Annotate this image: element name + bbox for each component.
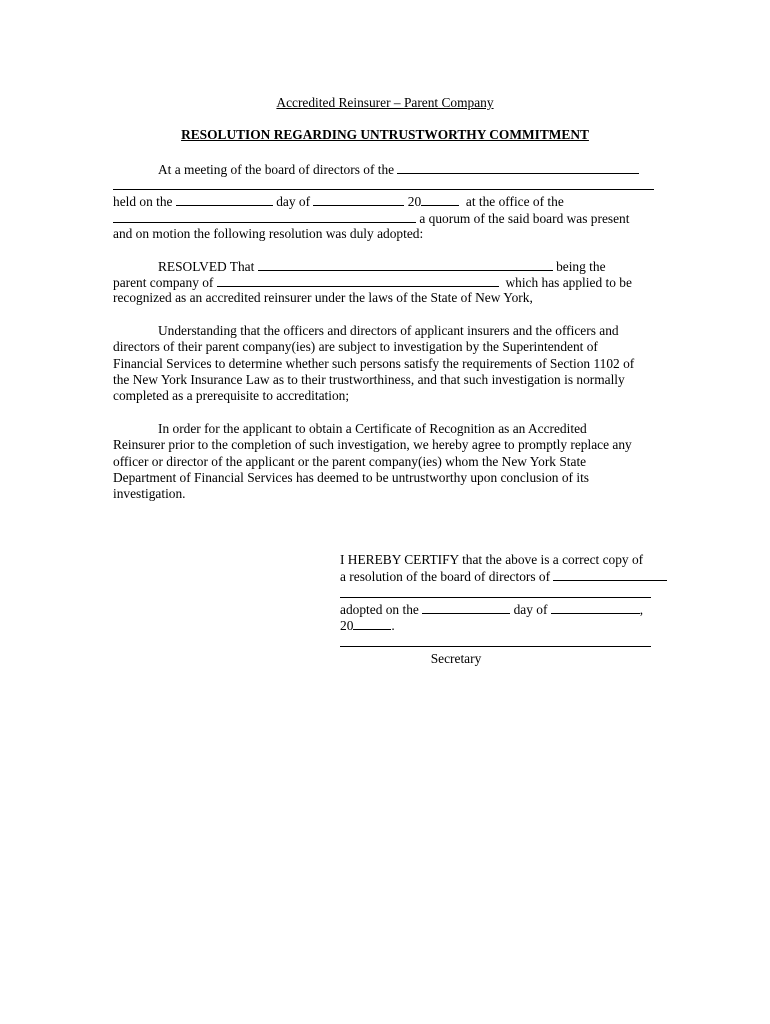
meeting-line bbox=[158, 161, 639, 178]
secretary-label: Secretary bbox=[430, 651, 482, 666]
which-applied-text: which has applied to be bbox=[505, 275, 632, 290]
recognized-line: recognized as an accredited reinsurer under the laws of the State of New York, bbox=[113, 290, 533, 305]
held-on-month-blank[interactable] bbox=[313, 193, 404, 206]
adopted-year-prefix: 20 bbox=[340, 618, 354, 633]
certify-company-blank[interactable] bbox=[553, 568, 667, 581]
certify-line-2 bbox=[340, 568, 667, 585]
adopted-day-blank[interactable] bbox=[422, 601, 510, 614]
certify-board-text: a resolution of the board of directors of bbox=[340, 569, 551, 584]
adopted-line bbox=[340, 601, 643, 618]
in-order-line-4: Department of Financial Services has deemed to be untrustworthy upon conclusion of its bbox=[113, 470, 590, 485]
adopted-day-of-text: day of bbox=[513, 602, 548, 617]
understanding-line-2: directors of their parent company(ies) are subject to investigation by the Superintendent of bbox=[113, 339, 598, 354]
adopted-period: . bbox=[391, 618, 395, 633]
adopted-year-blank[interactable] bbox=[353, 617, 391, 630]
quorum-text: a quorum of the said board was present bbox=[419, 211, 630, 226]
adopted-on-text: adopted on the bbox=[340, 602, 419, 617]
motion-line: and on motion the following resolution was duly adopted: bbox=[113, 226, 424, 241]
certify-company-continuation-blank[interactable] bbox=[340, 597, 651, 598]
parent-company-line bbox=[113, 274, 632, 291]
certify-line-1: I HEREBY CERTIFY that the above is a correct copy of bbox=[340, 552, 644, 567]
secretary-signature-blank[interactable] bbox=[340, 646, 651, 647]
quorum-line bbox=[113, 210, 629, 227]
resolved-line bbox=[158, 258, 606, 275]
parent-company-blank[interactable] bbox=[217, 274, 499, 287]
company-name-continuation-blank[interactable] bbox=[113, 189, 654, 190]
adopted-year-line bbox=[340, 617, 395, 634]
in-order-line-3: officer or director of the applicant or the parent company(ies) whom the New York State bbox=[113, 454, 587, 469]
understanding-line-3: Financial Services to determine whether such persons satisfy the requirements of Section 1102 of bbox=[113, 356, 635, 371]
held-on-text: held on the bbox=[113, 194, 173, 209]
being-the-text: being the bbox=[556, 259, 606, 274]
understanding-line-1: Understanding that the officers and directors of applicant insurers and the officers and bbox=[158, 323, 619, 338]
held-on-year-blank[interactable] bbox=[421, 193, 459, 206]
day-of-text: day of bbox=[276, 194, 311, 209]
at-office-text: at the office of the bbox=[465, 194, 564, 209]
held-on-line bbox=[113, 193, 564, 210]
understanding-line-5: completed as a prerequisite to accreditation; bbox=[113, 388, 350, 403]
parent-company-text: parent company of bbox=[113, 275, 214, 290]
meeting-text: At a meeting of the board of directors of the bbox=[158, 162, 395, 177]
in-order-line-5: investigation. bbox=[113, 486, 186, 501]
year-prefix-text: 20 bbox=[407, 194, 422, 209]
office-location-blank[interactable] bbox=[113, 210, 416, 223]
in-order-line-2: Reinsurer prior to the completion of such investigation, we hereby agree to promptly replace any bbox=[113, 437, 632, 452]
company-name-blank[interactable] bbox=[397, 161, 639, 174]
document-title: RESOLUTION REGARDING UNTRUSTWORTHY COMMITMENT bbox=[181, 127, 589, 142]
document-header: Accredited Reinsurer – Parent Company bbox=[276, 95, 494, 110]
resolved-company-blank[interactable] bbox=[258, 258, 553, 271]
adopted-month-blank[interactable] bbox=[551, 601, 640, 614]
in-order-line-1: In order for the applicant to obtain a Certificate of Recognition as an Accredited bbox=[158, 421, 587, 436]
understanding-line-4: the New York Insurance Law as to their trustworthiness, and that such investigation is normally bbox=[113, 372, 625, 387]
resolved-text: RESOLVED That bbox=[158, 259, 255, 274]
adopted-comma: , bbox=[639, 602, 644, 617]
held-on-day-blank[interactable] bbox=[176, 193, 273, 206]
